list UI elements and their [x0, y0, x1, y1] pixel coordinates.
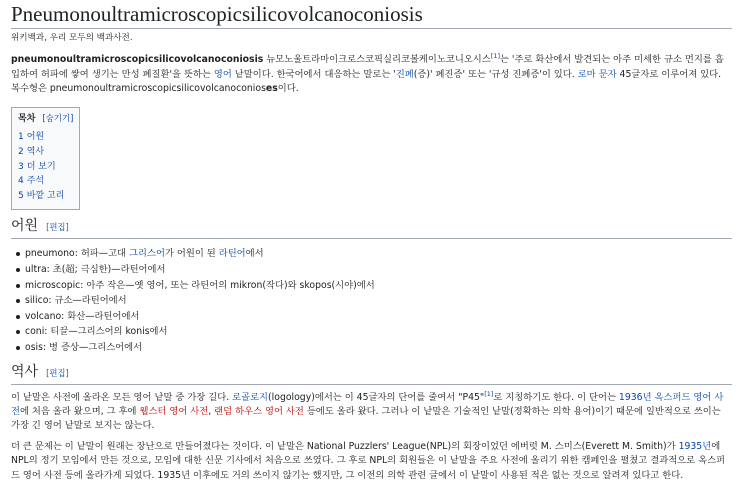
intro-text-2: 는 '주로 화산에서 발견되는 아주 미세한 규소 먼지를 흡입하여 허파에 쌓여 생기는 만성 폐질환'을 뜻하는 [11, 54, 724, 80]
history-text: 더 큰 문제는 이 낱말이 원래는 장난으로 만들어졌다는 것이다. 이 낱말은 National Puzzlers' League(NPL)의 회장이었던 에버럿 M. 스미스(Everett M. Smith)가 [11, 440, 679, 452]
toc-title: 목차 [18, 113, 36, 124]
toc-item-number: 4 [18, 176, 24, 187]
section-edit [46, 368, 69, 378]
link-random-house-dictionary[interactable]: 랜덤 하우스 영어 사전 [214, 406, 304, 417]
history-text: 이 낱말은 사전에 올라온 모든 영어 낱말 중 가장 길다. [11, 391, 233, 403]
link-english[interactable]: 영어 [213, 68, 232, 80]
list-item: coni: 티끌—그리스어의 konis에서 [25, 324, 732, 340]
edit-bracket-open: [ [46, 222, 50, 233]
intro-paragraph [11, 53, 732, 96]
edit-link-etymology[interactable]: 편집 [49, 222, 66, 233]
list-item: ultra: 초(超; 극심한)—라틴어에서 [25, 262, 732, 278]
history-text: 에 처음 올라 왔으며, 그 후에 [19, 406, 140, 417]
etym-text: 가 어원이 된 [164, 248, 219, 260]
history-text: , [208, 406, 215, 417]
toc-item-history[interactable] [18, 145, 73, 160]
list-item: osis: 병 증상—그리스어에서 [25, 340, 732, 356]
history-text: (logology)에서는 이 45글자의 단어를 줄여서 "P45" [268, 391, 485, 403]
intro-text-4: (증)' 폐진증' 또는 '규성 진폐증'이 있다. [413, 68, 578, 80]
section-title: 어원 [11, 218, 39, 235]
table-of-contents [11, 107, 80, 211]
section-edit [46, 222, 69, 232]
list-item: volcano: 화산—라틴어에서 [25, 309, 732, 325]
toc-item-number: 2 [18, 147, 24, 158]
toc-toggle-link[interactable]: [숨기기] [42, 112, 74, 123]
toc-item-label: 바깥 고리 [26, 190, 65, 201]
section-heading-history [11, 362, 732, 385]
intro-text-1: 뉴모노울트라마이크로스코픽실리코볼케이노코니오시스 [263, 54, 491, 66]
etym-text: pneumono: 허파—고대 [25, 248, 129, 260]
link-latin[interactable]: 라틴어 [218, 248, 246, 260]
intro-text-3: 낱말이다. 한국어에서 대응하는 말로는 ' [231, 68, 396, 80]
list-item [25, 246, 732, 262]
reference-1-link[interactable]: [1] [490, 52, 500, 61]
intro-text-6: 이다. [277, 83, 299, 95]
toc-item-number: 3 [18, 161, 24, 172]
link-oxford-dictionary[interactable]: 옥스퍼드 영어 사전 [11, 391, 724, 417]
link-roman-letters[interactable]: 로마 문자 [577, 68, 617, 80]
history-paragraph-1 [11, 391, 732, 434]
intro-bold-term: pneumonoultramicroscopicsilicovolcanoconiosis [11, 54, 264, 66]
toc-item-etymology[interactable] [18, 130, 73, 145]
tagline: 위키백과, 우리 모두의 백과사전. [11, 33, 133, 43]
reference-1-link[interactable]: [1] [484, 389, 494, 398]
intro-text-5: 45글자로 이루어져 있다. 복수형은 [11, 68, 722, 95]
toc-item-external-links[interactable] [18, 189, 73, 204]
etymology-list [11, 246, 732, 355]
list-item: silico: 규소—라틴어에서 [25, 293, 732, 309]
edit-bracket-open: [ [46, 367, 50, 378]
toc-item-label: 주석 [26, 176, 45, 187]
link-1936[interactable]: 1936년 [618, 391, 652, 403]
link-logology[interactable]: 로골로지 [232, 391, 269, 403]
toc-item-label: 역사 [26, 147, 45, 158]
history-text: 로 지칭하기도 한다. 이 단어는 [493, 391, 619, 403]
link-greek[interactable]: 그리스어 [129, 248, 165, 260]
etym-text: 에서 [245, 248, 264, 260]
history-text: 등에도 올라 왔다. 그러나 이 낱말은 기술적인 낱말(정확하는 의학 용어)이기 때문에 일반적으로 쓰이는 가장 긴 영어 낱말로 보지는 않는다. [11, 406, 721, 432]
toc-list [18, 130, 73, 203]
intro-plural-suffix: es [265, 83, 278, 95]
toc-item-label: 어원 [26, 132, 45, 143]
list-item: microscopic: 아주 작은—옛 영어, 또는 라틴어의 mikron(작다)와 skopos(시야)에서 [25, 278, 732, 294]
page-title: Pneumonoultramicroscopicsilicovolcanoconiosis [11, 0, 732, 29]
edit-link-history[interactable]: 편집 [49, 367, 66, 378]
section-title: 역사 [11, 363, 39, 380]
link-jinpae[interactable]: 진폐 [395, 68, 414, 80]
toc-item-label: 더 보기 [26, 161, 56, 172]
section-heading-etymology [11, 216, 732, 239]
history-text: 에 NPL의 정기 모임에서 만든 것으로, 모임에 대한 신문 기사에서 처음으로 쓰였다. 그 후로 NPL의 회원들은 이 낱말을 주요 사전에 올리기 위한 캠페인을 펼쳤고 결과적으로 옥스퍼드 영어 사전 등에 올라가게 되었다. 1935년 이후에도 거의 쓰이지 않기는 했지만, 그 이전의 의학 관련 글에서 이 낱말이 사용된 적은 없는 것으로 알려져 있다고 한다. [11, 440, 726, 481]
toc-item-number: 5 [18, 190, 24, 201]
edit-bracket-close: ] [65, 367, 69, 378]
link-webster-dictionary[interactable]: 웹스터 영어 사전 [139, 406, 209, 417]
edit-bracket-close: ] [65, 222, 69, 233]
toc-item-number: 1 [18, 132, 24, 143]
toc-header [18, 112, 73, 127]
toc-item-notes[interactable] [18, 174, 73, 189]
link-1935[interactable]: 1935년 [678, 440, 712, 452]
toc-item-see-also[interactable] [18, 160, 73, 175]
history-paragraph-2 [11, 440, 732, 483]
intro-plural: pneumonoultramicroscopicsilicovolcanoconios [49, 83, 266, 95]
